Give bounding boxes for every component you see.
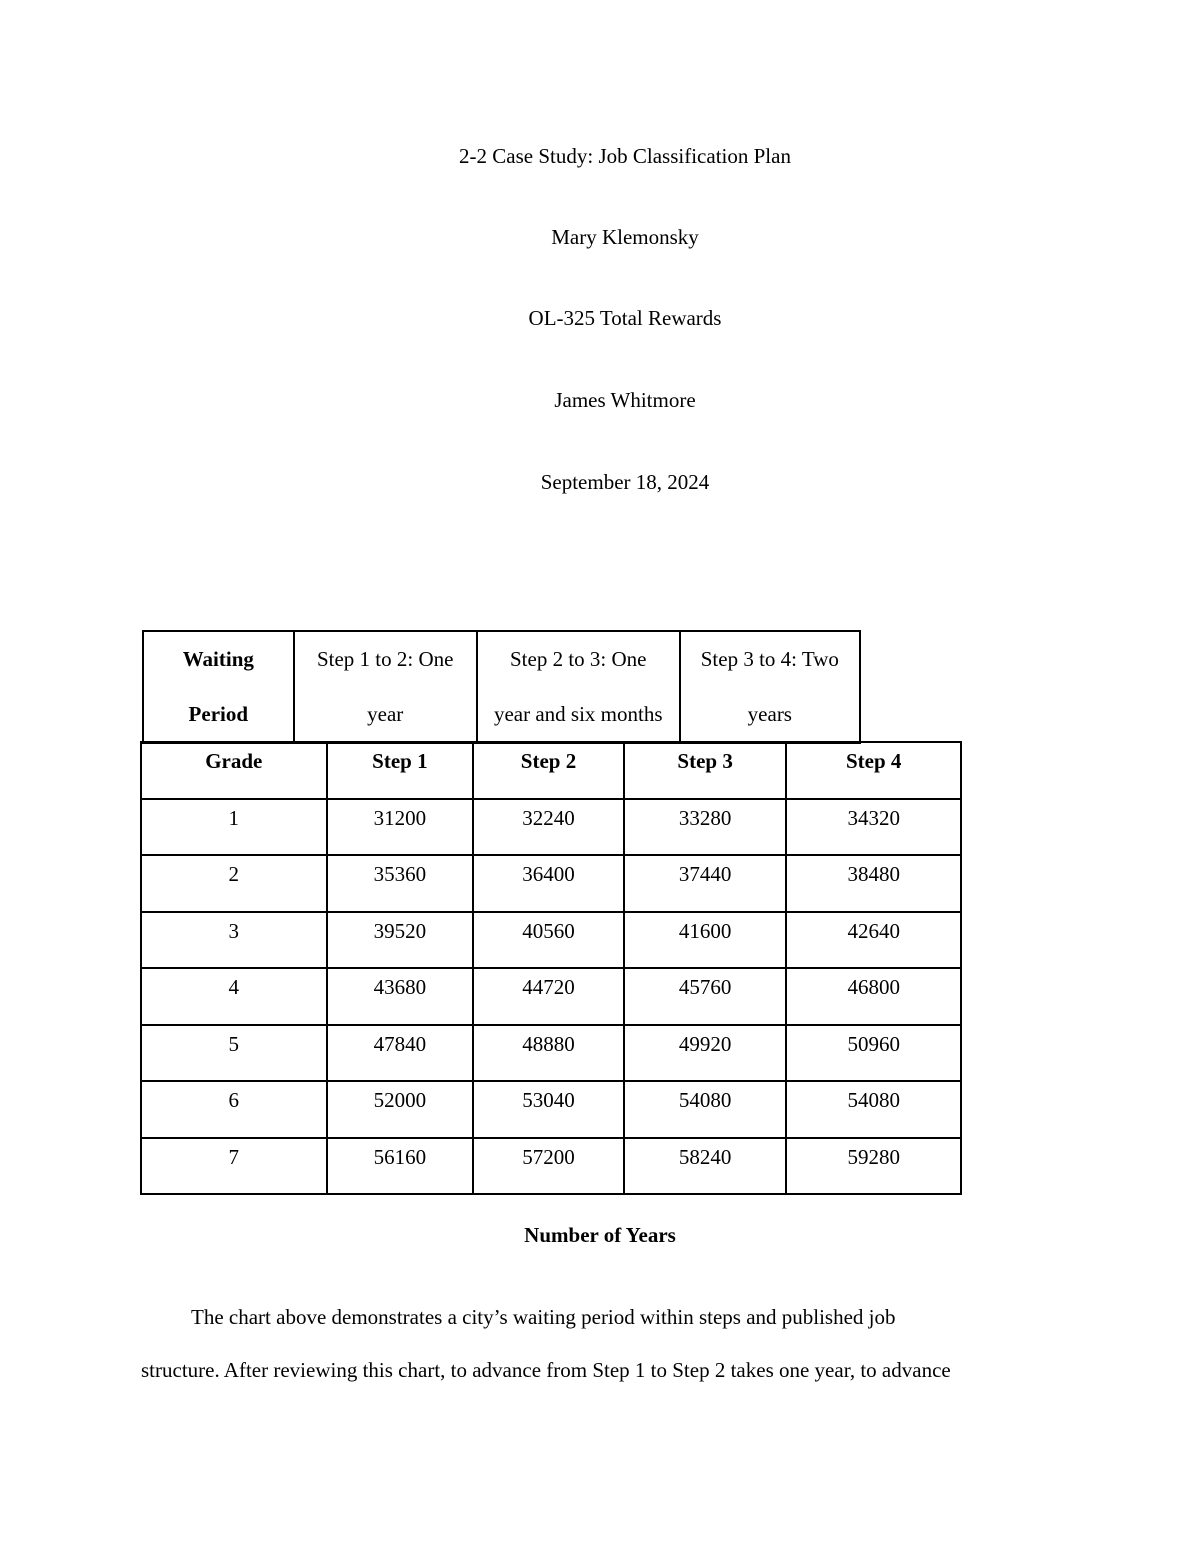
paragraph-line-2: structure. After reviewing this chart, to advance from Step 1 to Step 2 takes one year, to advance [141, 1358, 951, 1382]
cell-step-4: 34320 [786, 799, 961, 856]
cell-grade: 5 [141, 1025, 327, 1082]
waiting-cell-step1-2 [294, 631, 477, 743]
cell-grade: 7 [141, 1138, 327, 1195]
header-step-3: Step 3 [624, 742, 787, 799]
waiting-period-row [143, 631, 860, 743]
cell-grade: 1 [141, 799, 327, 856]
header-step-2: Step 2 [473, 742, 624, 799]
table-caption: Number of Years [524, 1223, 676, 1247]
table-row [141, 799, 961, 856]
waiting-period-label-line1: Waiting [182, 647, 254, 671]
cell-step-4: 38480 [786, 855, 961, 912]
cell-step-1: 39520 [327, 912, 474, 969]
cell-step-4: 59280 [786, 1138, 961, 1195]
cell-step-3: 37440 [624, 855, 787, 912]
table-header-row [141, 742, 961, 799]
waiting-cell-line1: Step 2 to 3: One [510, 647, 647, 671]
cell-step-2: 57200 [473, 1138, 624, 1195]
table-row [141, 855, 961, 912]
waiting-period-table [142, 630, 861, 744]
paragraph-line-1: The chart above demonstrates a city’s waiting period within steps and published job [191, 1305, 896, 1329]
waiting-cell-line1: Step 1 to 2: One [316, 647, 454, 671]
cell-step-3: 54080 [624, 1081, 787, 1138]
waiting-cell-line2: year [367, 702, 404, 726]
cell-step-4: 42640 [786, 912, 961, 969]
waiting-period-label-line2: Period [188, 702, 249, 726]
document-date: September 18, 2024 [540, 470, 710, 494]
cell-step-3: 49920 [624, 1025, 787, 1082]
header-step-4: Step 4 [786, 742, 961, 799]
cell-step-1: 35360 [327, 855, 474, 912]
waiting-cell-line2: year and six months [493, 702, 663, 726]
table-row [141, 1138, 961, 1195]
cell-step-3: 41600 [624, 912, 787, 969]
cell-grade: 4 [141, 968, 327, 1025]
cell-step-2: 53040 [473, 1081, 624, 1138]
pay-grade-table [140, 741, 962, 1195]
cell-step-1: 52000 [327, 1081, 474, 1138]
waiting-period-label [143, 631, 294, 743]
cell-grade: 3 [141, 912, 327, 969]
author-name: Mary Klemonsky [551, 225, 699, 249]
table-row [141, 968, 961, 1025]
cell-grade: 2 [141, 855, 327, 912]
cell-grade: 6 [141, 1081, 327, 1138]
cell-step-4: 46800 [786, 968, 961, 1025]
table-row [141, 1025, 961, 1082]
cell-step-4: 54080 [786, 1081, 961, 1138]
cell-step-2: 44720 [473, 968, 624, 1025]
cell-step-1: 43680 [327, 968, 474, 1025]
waiting-cell-line2: years [747, 702, 792, 726]
waiting-cell-step2-3 [477, 631, 680, 743]
cell-step-2: 40560 [473, 912, 624, 969]
document-title: 2-2 Case Study: Job Classification Plan [459, 144, 791, 168]
cell-step-2: 36400 [473, 855, 624, 912]
instructor-name: James Whitmore [554, 388, 696, 412]
cell-step-1: 31200 [327, 799, 474, 856]
waiting-cell-step3-4 [680, 631, 860, 743]
table-row [141, 912, 961, 969]
cell-step-2: 32240 [473, 799, 624, 856]
cell-step-3: 45760 [624, 968, 787, 1025]
cell-step-1: 47840 [327, 1025, 474, 1082]
header-grade: Grade [141, 742, 327, 799]
cell-step-3: 58240 [624, 1138, 787, 1195]
course-name: OL-325 Total Rewards [528, 306, 722, 330]
waiting-cell-line1: Step 3 to 4: Two [700, 647, 839, 671]
header-step-1: Step 1 [327, 742, 474, 799]
cell-step-3: 33280 [624, 799, 787, 856]
cell-step-2: 48880 [473, 1025, 624, 1082]
cell-step-4: 50960 [786, 1025, 961, 1082]
table-row [141, 1081, 961, 1138]
cell-step-1: 56160 [327, 1138, 474, 1195]
